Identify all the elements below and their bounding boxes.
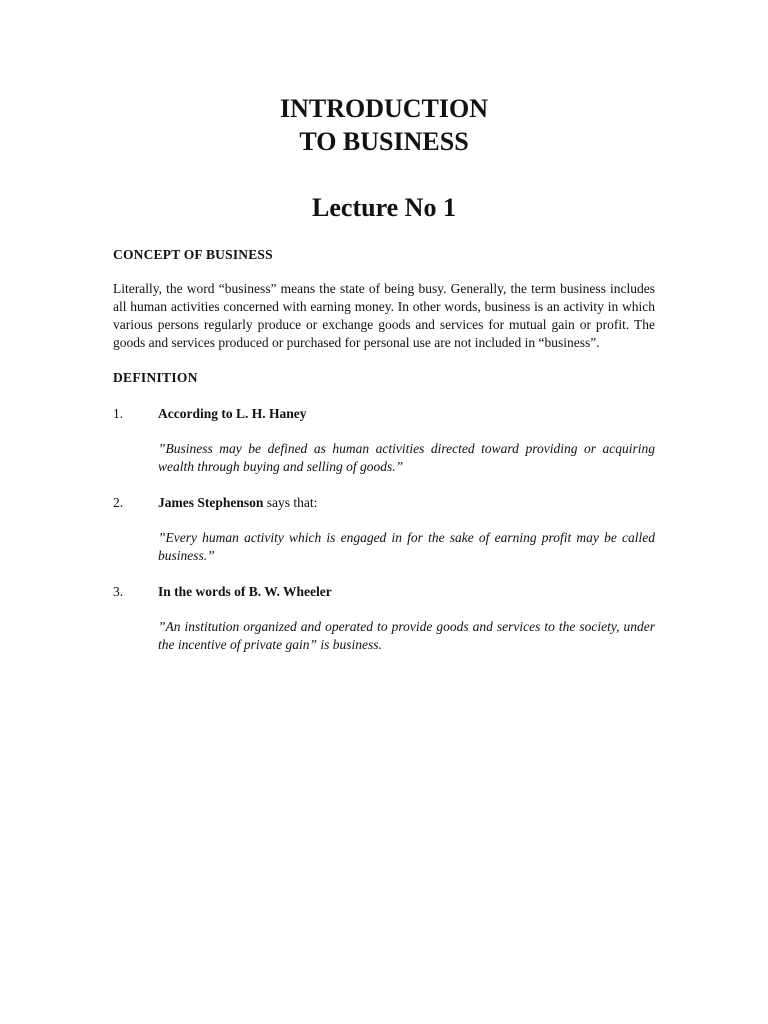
title-line-1: INTRODUCTION (279, 94, 489, 123)
concept-heading: CONCEPT OF BUSINESS (113, 247, 273, 262)
definition-quote (158, 529, 655, 565)
definition-source (158, 405, 655, 423)
definition-source (158, 494, 655, 512)
definition-quote (158, 440, 655, 476)
lecture-heading: Lecture No 1 (312, 193, 456, 222)
definition-quote-text: ”An institution organized and operated to provide goods and services to the society, under the incentive of private gain” (158, 619, 655, 652)
definition-number: 3. (113, 584, 124, 599)
definition-source-row (113, 583, 655, 601)
definition-number: 1. (113, 406, 124, 421)
definition-author: According to L. H. Haney (158, 406, 307, 421)
definition-heading: DEFINITION (113, 370, 198, 385)
definition-quote-text: ”Business may be defined as human activities directed toward providing or acquiring wealth through buying and selling of goods.” (158, 441, 655, 474)
definition-author: In the words of B. W. Wheeler (158, 584, 332, 599)
definition-item-1 (113, 405, 655, 476)
definition-quote-text: ”Every human activity which is engaged in for the sake of earning profit may be called business.” (158, 530, 655, 563)
definition-source-rest: says that: (263, 495, 318, 510)
definition-quote (158, 618, 655, 654)
definition-item-2 (113, 494, 655, 565)
definition-source-row (113, 405, 655, 423)
definition-number: 2. (113, 495, 124, 510)
definition-source-row (113, 494, 655, 512)
concept-paragraph: Literally, the word “business” means the state of being busy. Generally, the term business includes all human activities concerned with earning money. In other words, business is an activity in which various persons regularly produce or exchange goods and services for mutual gain or profit. The goods and services produced or purchased for personal use are not included in “business”. (113, 281, 655, 350)
definition-item-3 (113, 583, 655, 654)
title-line-2: TO BUSINESS (299, 127, 469, 156)
definition-source (158, 583, 655, 601)
definition-quote-tail: is business. (316, 637, 382, 652)
title-block (113, 0, 655, 224)
definition-author: James Stephenson (158, 495, 264, 510)
